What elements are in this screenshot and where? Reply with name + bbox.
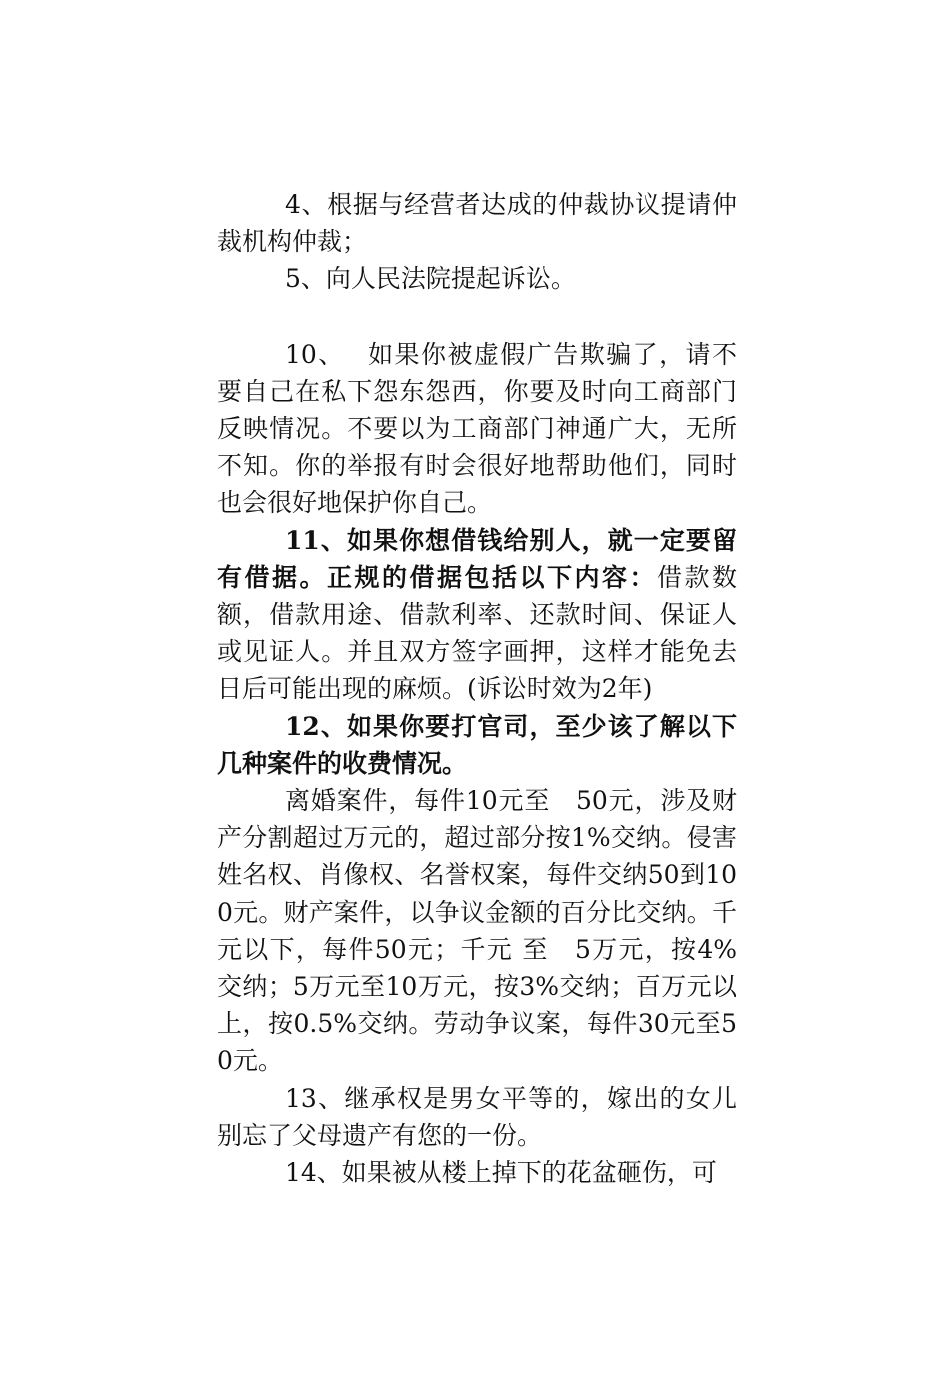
paragraph-gap [217,298,737,336]
paragraph-item-5: 5、向人民法院提起诉讼。 [285,264,576,294]
paragraph-12-heading: 12、如果你要打官司，至少该了解以下几种案件的收费情况。 [217,711,737,778]
paragraph-13: 13、继承权是男女平等的，嫁出的女儿别忘了父母遗产有您的一份。 [217,1083,737,1150]
paragraph-11 [217,522,737,708]
paragraph-11-body: 借款数额，借款用途、借款利率、还款时间、保证人或见证人。并且双方签字画押，这样才能免去日后可能出现的麻烦。(诉讼时效为2年) [217,562,737,704]
document-page [217,186,737,1191]
paragraph-item-4: 4、根据与经营者达成的仲裁协议提请仲裁机构仲裁； [217,190,737,257]
paragraph-10: 10、 如果你被虚假广告欺骗了，请不要自己在私下怨东怨西，你要及时向工商部门反映情况。不要以为工商部门神通广大，无所不知。你的举报有时会很好地帮助他们，同时也会很好地保护你自己。 [217,339,737,518]
paragraph-11-heading: 11、如果你想借钱给别人，就一定要留有借据。正规的借据包括以下内容： [217,525,737,592]
paragraph-12-body: 离婚案件，每件10元至 50元，涉及财产分割超过万元的，超过部分按1%交纳。侵害姓名权、肖像权、名誉权案，每件交纳50到100元。财产案件，以争议金额的百分比交纳。千元以下，每件50元；千元 至 5万元，按4%交纳；5万元至10万元，按3%交纳；百万元以上，按0.5%交纳。劳动争议案，每件30元至50元。 [217,786,737,1076]
paragraph-14: 14、如果被从楼上掉下的花盆砸伤，可 [285,1158,717,1188]
